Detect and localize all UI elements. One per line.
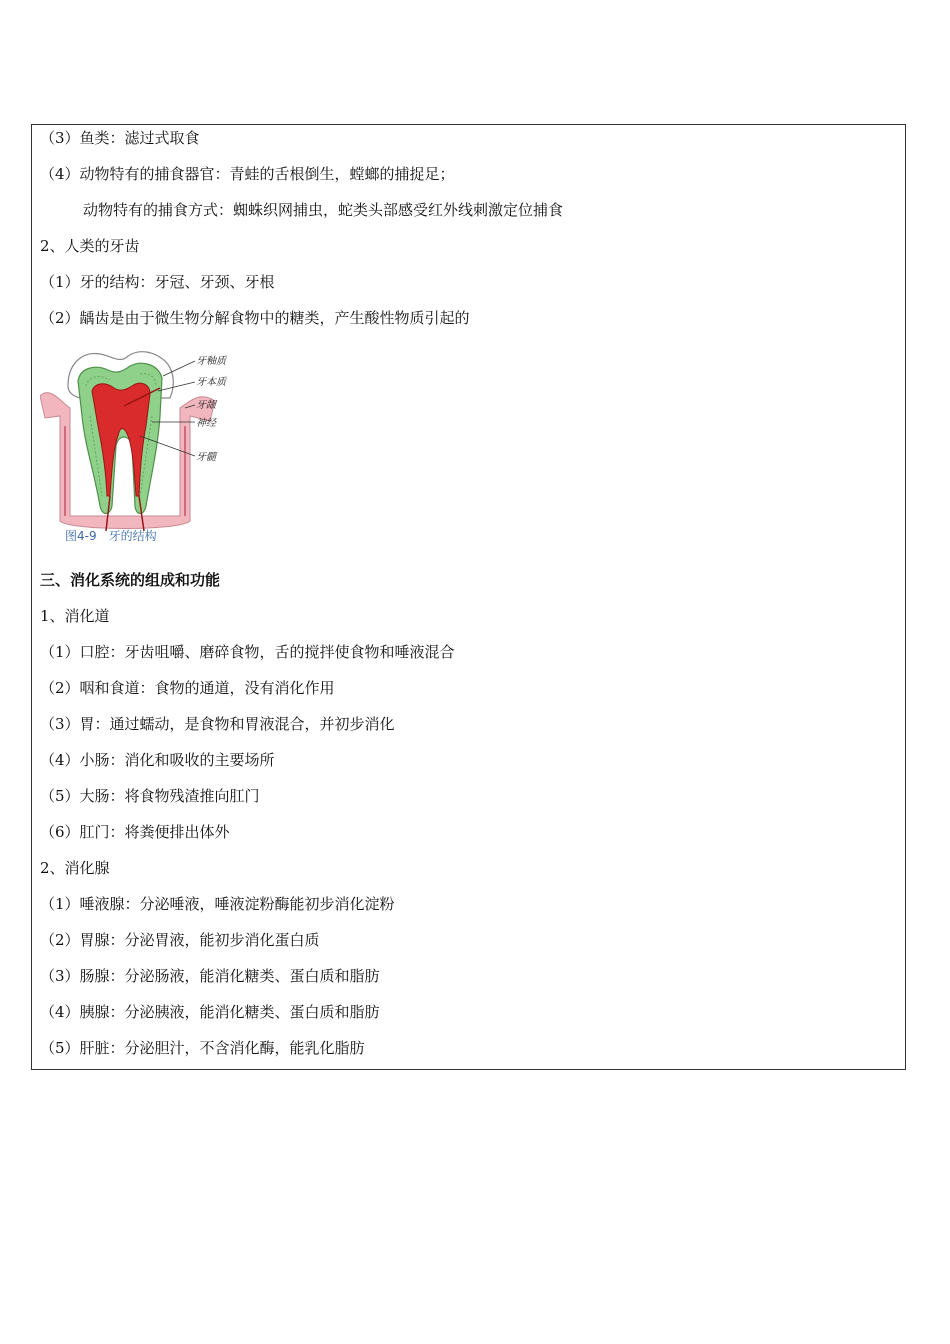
list-item: （2）咽和食道：食物的通道，没有消化作用 — [40, 679, 335, 697]
text-line: （2）龋齿是由于微生物分解食物中的糖类，产生酸性物质引起的 — [40, 309, 470, 327]
list-item: （6）肛门：将粪便排出体外 — [40, 823, 230, 841]
list-item: （5）大肠：将食物残渣推向肛门 — [40, 787, 260, 805]
list-item: （1）口腔：牙齿咀嚼、磨碎食物，舌的搅拌使食物和唾液混合 — [40, 643, 455, 661]
text-line: （4）动物特有的捕食器官：青蛙的舌根倒生，螳螂的捕捉足； — [40, 165, 455, 183]
list-item: （2）胃腺：分泌胃液，能初步消化蛋白质 — [40, 931, 320, 949]
label-gum: 牙龈 — [196, 400, 216, 411]
text-line: （1）牙的结构：牙冠、牙颈、牙根 — [40, 273, 275, 291]
section-title: 三、消化系统的组成和功能 — [40, 571, 221, 589]
list-item: （3）胃：通过蠕动，是食物和胃液混合，并初步消化 — [40, 715, 395, 733]
subsection-title: 1、消化道 — [40, 607, 110, 625]
figure-caption: 图4-9 牙的结构 — [65, 529, 157, 543]
subsection-title: 2、消化腺 — [40, 859, 110, 877]
label-pulp: 牙髓 — [196, 452, 216, 463]
tooth-structure-figure — [40, 346, 250, 546]
content-frame — [31, 124, 906, 1070]
text-line: （3）鱼类：滤过式取食 — [40, 129, 200, 147]
list-item: （4）胰腺：分泌胰液，能消化糖类、蛋白质和脂肪 — [40, 1003, 380, 1021]
label-enamel: 牙釉质 — [196, 356, 226, 367]
label-nerve: 神经 — [196, 418, 216, 429]
list-item: （1）唾液腺：分泌唾液，唾液淀粉酶能初步消化淀粉 — [40, 895, 395, 913]
list-item: （4）小肠：消化和吸收的主要场所 — [40, 751, 275, 769]
text-line: 动物特有的捕食方式：蜘蛛织网捕虫，蛇类头部感受红外线刺激定位捕食 — [83, 201, 564, 219]
list-item: （5）肝脏：分泌胆汁，不含消化酶，能乳化脂肪 — [40, 1039, 365, 1057]
subsection-title: 2、人类的牙齿 — [40, 237, 140, 255]
list-item: （3）肠腺：分泌肠液，能消化糖类、蛋白质和脂肪 — [40, 967, 380, 985]
label-dentin: 牙本质 — [196, 377, 226, 388]
